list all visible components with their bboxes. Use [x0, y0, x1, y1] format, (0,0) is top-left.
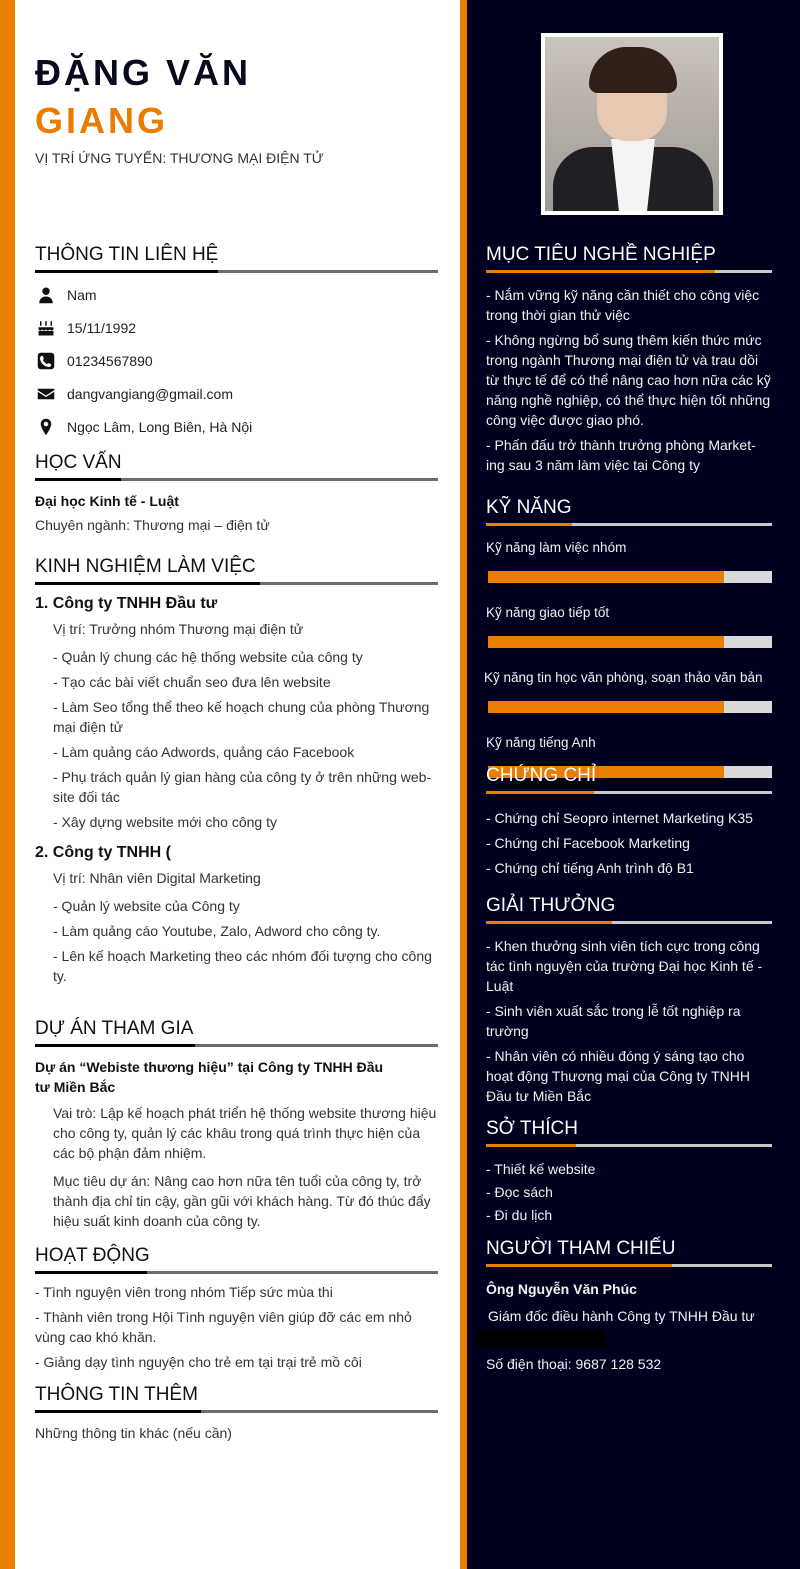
section-title: KỸ NĂNG [486, 497, 572, 518]
reference-name: Ông Nguyễn Văn Phúc [486, 1281, 637, 1297]
company-name: 1. Công ty TNHH Đầu tư [35, 595, 218, 612]
contact-address: Ngọc Lâm, Long Biên, Hà Nội [35, 410, 438, 443]
major: Chuyên ngành: Thương mại – điện tử [35, 517, 270, 533]
contact-section [35, 244, 438, 443]
additional-info-section [35, 1384, 438, 1443]
phone-icon [35, 352, 67, 370]
section-title: CHỨNG CHỈ [486, 765, 597, 786]
job-role: Vị trí: Nhân viên Digital Marketing [53, 870, 261, 886]
job-task: - Làm Seo tổng thể theo kế hoạch chung của phòng Thương mại điện tử [53, 699, 430, 735]
redacted-block [476, 1330, 606, 1348]
section-title: SỞ THÍCH [486, 1118, 578, 1139]
contact-phone: 01234567890 [35, 344, 438, 377]
section-underline [35, 1271, 438, 1274]
job-task: - Quản lý chung các hệ thống website của công ty [53, 649, 363, 665]
skill-item: Kỹ năng tiếng Anh [486, 733, 772, 778]
column-divider [460, 0, 467, 1569]
section-title: DỰ ÁN THAM GIA [35, 1018, 194, 1039]
section-title: MỤC TIÊU NGHỀ NGHIỆP [486, 244, 716, 265]
job-task: - Phụ trách quản lý gian hàng của công ty ở trên những web-site đối tác [53, 769, 432, 805]
section-underline [486, 523, 772, 526]
hobbies-section [486, 1118, 772, 1228]
skills-section [486, 497, 772, 798]
profile-photo [545, 37, 719, 211]
skill-progress-bar [488, 571, 772, 583]
section-underline [35, 478, 438, 481]
activity-item: - Tình nguyện viên trong nhóm Tiếp sức mùa thi [35, 1284, 333, 1300]
activity-item: - Giảng dạy tình nguyện cho trẻ em tại trại trẻ mồ côi [35, 1354, 362, 1370]
section-underline [486, 1264, 772, 1267]
job-task: - Quản lý website của Công ty [53, 898, 240, 914]
education-section [35, 452, 438, 535]
objective-item: - Không ngừng bổ sung thêm kiến thức mức trong ngành Thương mại điện tử và trau dồi từ thực tế để có thể nâng cao hơn nữa các kỹ năng nghề nghiệp, có thể thực hiện tốt những công việc được giao phó. [486, 332, 771, 428]
skill-progress-bar [488, 636, 772, 648]
reference-section [486, 1238, 772, 1374]
section-underline [486, 921, 772, 924]
certificate-item: - Chứng chỉ tiếng Anh trình độ B1 [486, 860, 694, 876]
hobby-item: - Thiết kế website [486, 1161, 596, 1177]
skill-item: Kỹ năng tin học văn phòng, soạn thảo văn bản [486, 668, 772, 713]
projects-section [35, 1018, 438, 1231]
school-name: Đại học Kinh tế - Luật [35, 493, 179, 509]
section-title: HỌC VẤN [35, 452, 122, 473]
job-task: - Tạo các bài viết chuẩn seo đưa lên website [53, 674, 331, 690]
activities-section [35, 1245, 438, 1377]
award-item: - Nhân viên có nhiều đóng ý sáng tạo cho hoạt động Thương mại của Công ty TNHH Đầu tư Miền Bắc [486, 1048, 750, 1104]
certificate-item: - Chứng chỉ Seopro internet Marketing K35 [486, 810, 753, 826]
section-title: HOẠT ĐỘNG [35, 1245, 150, 1266]
contact-email: dangvangiang@gmail.com [35, 377, 438, 410]
section-title: KINH NGHIỆM LÀM VIỆC [35, 556, 256, 577]
envelope-icon [35, 385, 67, 403]
objective-item: - Phấn đấu trở thành trưởng phòng Market-ing sau 3 năm làm việc tại Công ty [486, 437, 756, 473]
map-pin-icon [35, 418, 67, 436]
job-task: - Làm quảng cáo Youtube, Zalo, Adword cho công ty. [53, 923, 381, 939]
skill-progress-bar [488, 701, 772, 713]
job-task: - Lên kế hoạch Marketing theo các nhóm đối tượng cho công ty. [53, 948, 432, 984]
section-underline [486, 270, 772, 273]
award-item: - Sinh viên xuất sắc trong lễ tốt nghiệp ra trường [486, 1003, 741, 1039]
birthday-cake-icon [35, 319, 67, 337]
job-task: - Xây dựng website mới cho công ty [53, 814, 277, 830]
section-underline [35, 270, 438, 273]
left-column [15, 0, 460, 1569]
right-column [467, 0, 800, 1569]
section-title: THÔNG TIN THÊM [35, 1384, 198, 1405]
job-task: - Làm quảng cáo Adwords, quảng cáo Facebook [53, 744, 355, 760]
profile-photo-frame [541, 33, 723, 215]
contact-gender: Nam [35, 278, 438, 311]
hobby-item: - Đọc sách [486, 1184, 553, 1200]
person-icon [35, 286, 67, 304]
applied-position: VỊ TRÍ ỨNG TUYỂN: THƯƠNG MẠI ĐIỆN TỬ [35, 150, 324, 166]
project-name: Dự án “Webiste thương hiệu” tại Công ty TNHH Đầu tư Miền Bắc [35, 1059, 384, 1095]
section-title: NGƯỜI THAM CHIẾU [486, 1238, 676, 1259]
hobby-item: - Đi du lịch [486, 1207, 553, 1223]
contact-birthday: 15/11/1992 [35, 311, 438, 344]
awards-section [486, 895, 772, 1111]
objective-section [486, 244, 772, 480]
activity-item: - Thành viên trong Hội Tình nguyện viên giúp đỡ các em nhỏ vùng cao khó khăn. [35, 1309, 412, 1345]
project-goal: Mục tiêu dự án: Nâng cao hơn nữa tên tuổi của công ty, trở thành địa chỉ tin cậy, gần gũi với khách hàng. Từ đó thúc đẩy hiệu suất kinh doanh của công ty. [53, 1173, 431, 1229]
section-title: GIẢI THƯỞNG [486, 895, 616, 916]
job-role: Vị trí: Trưởng nhóm Thương mại điện tử [53, 621, 304, 637]
objective-item: - Nắm vững kỹ năng cần thiết cho công việc trong thời gian thử việc [486, 287, 760, 323]
section-underline [35, 1410, 438, 1413]
left-accent-strip [0, 0, 15, 1569]
name-first-line: ĐẶNG VĂN [35, 52, 252, 93]
certificates-section [486, 765, 772, 883]
skill-item: Kỹ năng làm việc nhóm [486, 538, 772, 583]
project-role: Vai trò: Lập kế hoạch phát triển hệ thống website thương hiệu cho công ty, quản lý các khâu trong quá trình thực hiện của các bộ phận đảm nhiệm. [53, 1105, 437, 1161]
section-underline [35, 582, 438, 585]
award-item: - Khen thưởng sinh viên tích cực trong công tác tình nguyện của trường Đại học Kinh tế - Luật [486, 938, 763, 994]
section-underline [35, 1044, 438, 1047]
certificate-item: - Chứng chỉ Facebook Marketing [486, 835, 690, 851]
reference-phone: Số điện thoại: 9687 128 532 [486, 1356, 662, 1372]
section-underline [486, 1144, 772, 1147]
skill-item: Kỹ năng giao tiếp tốt [486, 603, 772, 648]
reference-title: Giám đốc điều hành Công ty TNHH Đầu tư [488, 1308, 755, 1324]
name-last-line: GIANG [35, 100, 169, 141]
company-name: 2. Công ty TNHH ( [35, 844, 171, 861]
section-title: THÔNG TIN LIÊN HỆ [35, 244, 219, 265]
additional-text: Những thông tin khác (nếu cần) [35, 1425, 232, 1441]
section-underline [486, 791, 772, 794]
experience-section [35, 556, 438, 991]
